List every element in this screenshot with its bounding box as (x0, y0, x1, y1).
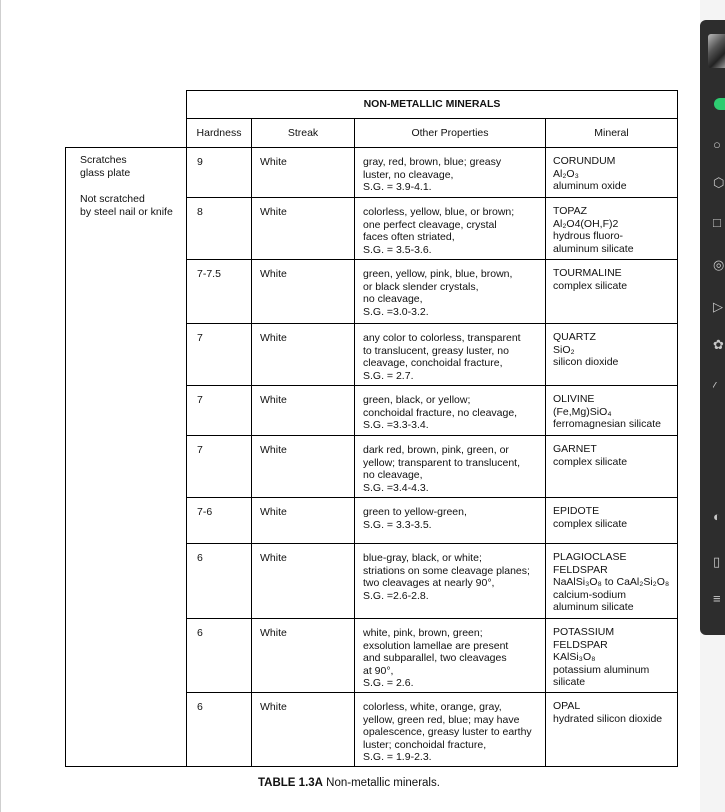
properties-line: S.G. =3.3-3.4. (363, 419, 429, 431)
properties-cell (355, 148, 546, 198)
properties-line: one perfect cleavage, crystal (363, 218, 497, 231)
send-icon[interactable]: ▷ (713, 300, 723, 314)
mineral-line: aluminum silicate (553, 601, 634, 613)
mineral-line: hydrous fluoro- (553, 230, 624, 242)
streak-cell: White (252, 436, 355, 498)
properties-line: no cleavage, (363, 293, 423, 305)
properties-line: opalescence, greasy luster to earthy (363, 726, 532, 738)
mineral-cell (546, 544, 678, 619)
hardness-cell: 8 (187, 198, 252, 260)
minerals-table (65, 90, 678, 767)
properties-line: faces often striated, (363, 231, 455, 243)
properties-line: conchoidal fracture, no cleavage, (363, 406, 518, 419)
mineral-line: OLIVINE (553, 393, 595, 405)
side-label-line: glass plate (80, 166, 131, 179)
mineral-cell (546, 260, 678, 324)
mineral-cell (546, 498, 678, 544)
mineral-line: TOURMALINE (553, 267, 622, 279)
header-mineral: Mineral (546, 119, 678, 148)
properties-line: exsolution lamellae are present (363, 639, 509, 652)
properties-line: S.G. = 2.7. (363, 369, 414, 382)
note-icon[interactable]: ▯ (713, 555, 721, 569)
table-corner (66, 91, 187, 119)
properties-cell (355, 386, 546, 436)
properties-line: no cleavage, (363, 469, 423, 481)
properties-line: striations on some cleavage planes; (363, 564, 530, 577)
table-corner-lower (66, 119, 187, 148)
cube-icon[interactable]: ⬡ (713, 176, 725, 190)
mineral-line: OPAL (553, 700, 581, 712)
mineral-cell (546, 436, 678, 498)
properties-cell (355, 324, 546, 386)
side-label-line: by steel nail or knife (80, 205, 173, 218)
hardness-cell: 7 (187, 386, 252, 436)
properties-line: any color to colorless, transparent (363, 332, 521, 344)
mineral-line: NaAlSi₃O₈ to CaAl₂Si₂O₈ (553, 576, 670, 588)
properties-line: two cleavages at nearly 90°, (363, 577, 495, 589)
mineral-line: silicon dioxide (553, 356, 619, 368)
properties-line: dark red, brown, pink, green, or (363, 444, 509, 456)
mineral-line: Al₂O4(OH,F)2 (553, 217, 619, 230)
properties-line: colorless, yellow, blue, or brown; (363, 206, 515, 218)
clock-icon[interactable]: ◐ (713, 510, 721, 524)
streak-cell: White (252, 386, 355, 436)
mineral-line: EPIDOTE (553, 505, 600, 517)
mineral-cell (546, 198, 678, 260)
document-icon[interactable]: □ (713, 216, 721, 230)
streak-cell: White (252, 260, 355, 324)
caption-text: Non-metallic minerals. (322, 777, 440, 789)
properties-line: cleavage, conchoidal fracture, (363, 357, 503, 369)
side-label-block (80, 193, 186, 218)
mineral-line: complex silicate (553, 517, 628, 530)
streak-cell: White (252, 619, 355, 693)
properties-line: S.G. =3.0-3.2. (363, 305, 429, 318)
properties-line: S.G. =2.6-2.8. (363, 589, 429, 602)
mineral-cell (546, 148, 678, 198)
properties-line: luster, no cleavage, (363, 168, 454, 181)
properties-line: at 90°, (363, 664, 394, 677)
properties-cell (355, 260, 546, 324)
mineral-line: calcium-sodium (553, 588, 626, 601)
streak-cell: White (252, 498, 355, 544)
mineral-cell (546, 386, 678, 436)
mineral-line: CORUNDUM (553, 155, 616, 167)
streak-cell: White (252, 693, 355, 767)
side-label-line: Not scratched (80, 193, 145, 205)
mineral-cell (546, 693, 678, 767)
properties-cell (355, 498, 546, 544)
header-hardness: Hardness (187, 119, 252, 148)
pin-icon[interactable]: ⁄ (713, 380, 716, 394)
mineral-line: KAlSi₃O₈ (553, 651, 596, 663)
table-caption (258, 777, 440, 789)
properties-cell (355, 436, 546, 498)
list-icon[interactable]: ≡ (713, 592, 721, 606)
mineral-line: complex silicate (553, 279, 628, 292)
mineral-line: complex silicate (553, 455, 628, 468)
hardness-cell: 7 (187, 436, 252, 498)
properties-cell (355, 693, 546, 767)
properties-line: or black slender crystals, (363, 280, 479, 293)
properties-cell (355, 544, 546, 619)
properties-line: S.G. = 3.3-3.5. (363, 518, 432, 531)
user-icon[interactable]: ○ (713, 138, 721, 152)
streak-cell: White (252, 148, 355, 198)
side-label-line: Scratches (80, 154, 127, 166)
hardness-cell: 7-6 (187, 498, 252, 544)
header-streak: Streak (252, 119, 355, 148)
side-label-block (80, 154, 186, 179)
hardness-cell: 7-7.5 (187, 260, 252, 324)
avatar-icon[interactable] (708, 34, 725, 68)
properties-line: gray, red, brown, blue; greasy (363, 156, 502, 168)
mineral-line: aluminum silicate (553, 242, 634, 255)
properties-line: blue-gray, black, or white; (363, 552, 482, 564)
properties-line: S.G. = 1.9-2.3. (363, 751, 432, 763)
mineral-line: hydrated silicon dioxide (553, 712, 663, 725)
hardness-cell: 9 (187, 148, 252, 198)
mineral-line: FELDSPAR (553, 563, 608, 576)
properties-line: green, black, or yellow; (363, 394, 471, 406)
mineral-line: aluminum oxide (553, 180, 627, 192)
properties-line: S.G. =3.4-4.3. (363, 481, 429, 494)
hardness-cell: 6 (187, 619, 252, 693)
properties-line: colorless, white, orange, gray, (363, 701, 502, 713)
mineral-line: POTASSIUM (553, 626, 615, 638)
properties-cell (355, 198, 546, 260)
mineral-line: QUARTZ (553, 331, 596, 343)
app-sidebar (700, 20, 725, 635)
properties-line: green, yellow, pink, blue, brown, (363, 268, 513, 280)
streak-cell: White (252, 544, 355, 619)
hardness-cell: 6 (187, 693, 252, 767)
mineral-line: ferromagnesian silicate (553, 418, 661, 430)
mineral-cell (546, 619, 678, 693)
mineral-line: FELDSPAR (553, 638, 608, 651)
mineral-line: PLAGIOCLASE (553, 551, 627, 563)
mineral-line: GARNET (553, 443, 597, 455)
mineral-line: (Fe,Mg)SiO₄ (553, 405, 612, 418)
properties-line: S.G. = 3.5-3.6. (363, 243, 432, 256)
properties-line: yellow, green red, blue; may have (363, 713, 520, 726)
mineral-line: TOPAZ (553, 205, 588, 217)
caption-label: TABLE 1.3A (258, 777, 323, 789)
mineral-line: silicate (553, 676, 586, 688)
chat-icon[interactable] (714, 98, 725, 110)
properties-line: luster; conchoidal fracture, (363, 738, 487, 751)
hardness-cell: 7 (187, 324, 252, 386)
properties-line: green to yellow-green, (363, 506, 467, 518)
streak-cell: White (252, 324, 355, 386)
hardness-cell: 6 (187, 544, 252, 619)
properties-line: white, pink, brown, green; (363, 627, 483, 639)
mineral-line: potassium aluminum (553, 663, 650, 676)
mineral-line: Al₂O₃ (553, 167, 579, 180)
properties-line: to translucent, greasy luster, no (363, 344, 509, 357)
hardness-test-labels (66, 148, 187, 767)
globe-icon[interactable]: ◎ (713, 258, 725, 272)
mineral-line: SiO₂ (553, 343, 575, 356)
properties-cell (355, 619, 546, 693)
header-other-properties: Other Properties (355, 119, 546, 148)
properties-line: and subparallel, two cleavages (363, 652, 507, 664)
table-title: NON-METALLIC MINERALS (187, 91, 678, 119)
streak-cell: White (252, 198, 355, 260)
mineral-cell (546, 324, 678, 386)
properties-line: S.G. = 3.9-4.1. (363, 181, 432, 193)
table-row (66, 148, 678, 198)
properties-line: S.G. = 2.6. (363, 677, 414, 689)
properties-line: yellow; transparent to translucent, (363, 456, 520, 469)
gear-icon[interactable]: ✿ (713, 338, 724, 352)
page-edge (0, 0, 1, 812)
